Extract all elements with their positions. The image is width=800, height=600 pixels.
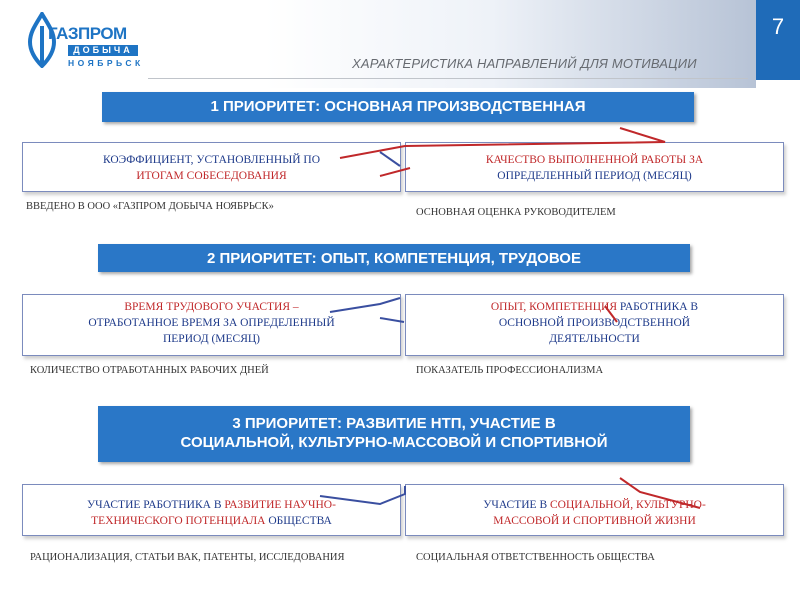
logo-sub-text-2: НОЯБРЬСК xyxy=(68,58,144,68)
card-text-line: ВРЕМЯ ТРУДОВОГО УЧАСТИЯ – xyxy=(124,301,299,313)
priority-1-right-card xyxy=(405,142,784,192)
priority-2-right-card xyxy=(405,294,784,356)
card-text-line: ОСНОВНОЙ ПРОИЗВОДСТВЕННОЙ xyxy=(498,317,691,329)
card-text-segment: РАБОТНИКА В xyxy=(617,301,699,313)
priority-3-header xyxy=(98,406,690,462)
logo-main-text: ГАЗПРОМ xyxy=(48,24,127,43)
card-text-line: ОТРАБОТАННОЕ ВРЕМЯ ЗА ОПРЕДЕЛЕННЫЙ xyxy=(88,317,335,329)
priority-2-header xyxy=(98,244,690,272)
priority-3-right-note: СОЦИАЛЬНАЯ ОТВЕТСТВЕННОСТЬ ОБЩЕСТВА xyxy=(416,552,655,563)
slide-title: ХАРАКТЕРИСТИКА НАПРАВЛЕНИЙ ДЛЯ МОТИВАЦИИ xyxy=(352,56,697,71)
priority-1-left-note: ВВЕДЕНО В ООО «ГАЗПРОМ ДОБЫЧА НОЯБРЬСК» xyxy=(26,201,274,212)
logo-sub-text-1: ДОБЫЧА xyxy=(68,45,138,56)
priority-1-left-card xyxy=(22,142,401,192)
priority-2-left-note: КОЛИЧЕСТВО ОТРАБОТАННЫХ РАБОЧИХ ДНЕЙ xyxy=(30,365,269,376)
card-text-segment: ОПЫТ, КОМПЕТЕНЦИЯ xyxy=(490,301,618,313)
priority-1-title: 1 ПРИОРИТЕТ: ОСНОВНАЯ ПРОИЗВОДСТВЕННАЯ xyxy=(210,98,586,115)
company-logo xyxy=(22,12,144,70)
priority-2-title: 2 ПРИОРИТЕТ: ОПЫТ, КОМПЕТЕНЦИЯ, ТРУДОВОЕ xyxy=(207,250,581,267)
priority-3-title-line-1: 3 ПРИОРИТЕТ: РАЗВИТИЕ НТП, УЧАСТИЕ В xyxy=(232,415,556,432)
priority-3-left-card xyxy=(22,484,401,536)
card-text-segment: УЧАСТИЕ РАБОТНИКА В xyxy=(87,499,225,511)
card-text-line: МАССОВОЙ И СПОРТИВНОЙ ЖИЗНИ xyxy=(493,515,696,527)
card-text-segment: ТЕХНИЧЕСКОГО ПОТЕНЦИАЛА xyxy=(91,515,266,527)
card-text-segment: РАЗВИТИЕ НАУЧНО- xyxy=(224,499,336,511)
priority-3-title-line-2: СОЦИАЛЬНОЙ, КУЛЬТУРНО-МАССОВОЙ И СПОРТИВНОЙ xyxy=(180,434,608,451)
priority-3-left-note: РАЦИОНАЛИЗАЦИЯ, СТАТЬИ ВАК, ПАТЕНТЫ, ИССЛЕДОВАНИЯ xyxy=(30,552,345,563)
card-text-line: ДЕЯТЕЛЬНОСТИ xyxy=(549,333,640,345)
page-number: 7 xyxy=(756,0,800,80)
card-text-line: ПЕРИОД (МЕСЯЦ) xyxy=(162,333,261,345)
card-text-line: ИТОГАМ СОБЕСЕДОВАНИЯ xyxy=(136,170,287,182)
priority-1-right-note: ОСНОВНАЯ ОЦЕНКА РУКОВОДИТЕЛЕМ xyxy=(416,207,616,218)
card-text-line: КОЭФФИЦИЕНТ, УСТАНОВЛЕННЫЙ ПО xyxy=(102,154,321,166)
priority-2-right-note: ПОКАЗАТЕЛЬ ПРОФЕССИОНАЛИЗМА xyxy=(416,365,604,376)
priority-2-left-card xyxy=(22,294,401,356)
card-text-line: КАЧЕСТВО ВЫПОЛНЕННОЙ РАБОТЫ ЗА xyxy=(485,154,704,166)
title-divider xyxy=(148,78,748,79)
card-text-segment: СОЦИАЛЬНОЙ, КУЛЬТУРНО- xyxy=(550,499,706,511)
priority-3-right-card xyxy=(405,484,784,536)
priority-1-header xyxy=(102,92,694,122)
card-text-segment: ОБЩЕСТВА xyxy=(265,515,332,527)
card-text-segment: УЧАСТИЕ В xyxy=(483,499,550,511)
card-text-line: ОПРЕДЕЛЕННЫЙ ПЕРИОД (МЕСЯЦ) xyxy=(497,170,692,182)
